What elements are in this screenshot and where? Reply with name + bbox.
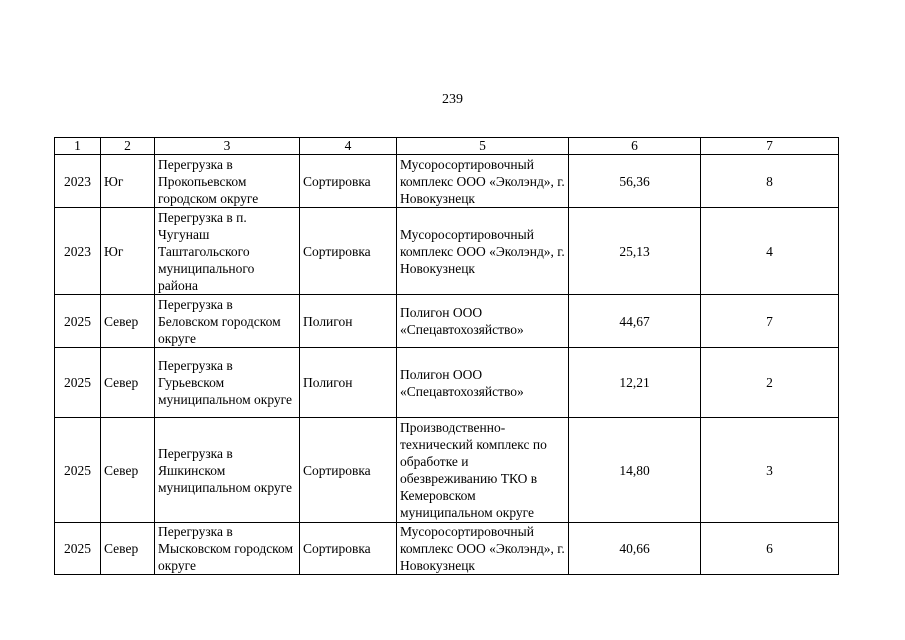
- table-row: [55, 523, 839, 575]
- year-cell: 2025: [55, 348, 101, 418]
- zone-cell: Север: [101, 348, 155, 418]
- facility-cell: Полигон ООО «Спецавтохозяйство»: [397, 348, 569, 418]
- distance-cell: 25,13: [569, 208, 701, 295]
- distance-cell: 14,80: [569, 418, 701, 523]
- count-cell: 4: [701, 208, 839, 295]
- distance-cell: 44,67: [569, 295, 701, 348]
- table-row: [55, 418, 839, 523]
- header-cell-4: 4: [300, 138, 397, 155]
- station-cell: Перегрузка в Гурьевском муниципальном округе: [155, 348, 300, 418]
- zone-cell: Юг: [101, 155, 155, 208]
- facility-cell: Полигон ООО «Спецавтохозяйство»: [397, 295, 569, 348]
- distance-cell: 40,66: [569, 523, 701, 575]
- zone-cell: Север: [101, 523, 155, 575]
- header-cell-5: 5: [397, 138, 569, 155]
- table-row: [55, 295, 839, 348]
- count-cell: 7: [701, 295, 839, 348]
- year-cell: 2025: [55, 523, 101, 575]
- type-cell: Сортировка: [300, 155, 397, 208]
- header-cell-6: 6: [569, 138, 701, 155]
- type-cell: Сортировка: [300, 208, 397, 295]
- zone-cell: Север: [101, 295, 155, 348]
- count-cell: 3: [701, 418, 839, 523]
- type-cell: Полигон: [300, 295, 397, 348]
- distance-cell: 12,21: [569, 348, 701, 418]
- header-cell-1: 1: [55, 138, 101, 155]
- facility-cell: Мусоросортировочный комплекс ООО «Эколэнд», г. Новокузнецк: [397, 523, 569, 575]
- type-cell: Сортировка: [300, 523, 397, 575]
- station-cell: Перегрузка в Яшкинском муниципальном округе: [155, 418, 300, 523]
- header-row: [55, 138, 839, 155]
- distance-cell: 56,36: [569, 155, 701, 208]
- year-cell: 2023: [55, 208, 101, 295]
- header-cell-2: 2: [101, 138, 155, 155]
- header-cell-3: 3: [155, 138, 300, 155]
- station-cell: Перегрузка в Мысковском городском округе: [155, 523, 300, 575]
- count-cell: 6: [701, 523, 839, 575]
- facility-cell: Производственно-технический комплекс по обработке и обезвреживанию ТКО в Кемеровском муниципальном округе: [397, 418, 569, 523]
- type-cell: Полигон: [300, 348, 397, 418]
- table-row: [55, 208, 839, 295]
- table-row: [55, 348, 839, 418]
- zone-cell: Север: [101, 418, 155, 523]
- station-cell: Перегрузка в Прокопьевском городском округе: [155, 155, 300, 208]
- header-cell-7: 7: [701, 138, 839, 155]
- facility-cell: Мусоросортировочный комплекс ООО «Эколэнд», г. Новокузнецк: [397, 155, 569, 208]
- count-cell: 8: [701, 155, 839, 208]
- year-cell: 2025: [55, 418, 101, 523]
- station-cell: Перегрузка в Беловском городском округе: [155, 295, 300, 348]
- count-cell: 2: [701, 348, 839, 418]
- station-cell: Перегрузка в п. Чугунаш Таштагольского муниципального района: [155, 208, 300, 295]
- type-cell: Сортировка: [300, 418, 397, 523]
- zone-cell: Юг: [101, 208, 155, 295]
- year-cell: 2025: [55, 295, 101, 348]
- facility-cell: Мусоросортировочный комплекс ООО «Эколэнд», г. Новокузнецк: [397, 208, 569, 295]
- page-number: 239: [442, 92, 463, 107]
- table-row: [55, 155, 839, 208]
- data-table: [54, 137, 839, 575]
- year-cell: 2023: [55, 155, 101, 208]
